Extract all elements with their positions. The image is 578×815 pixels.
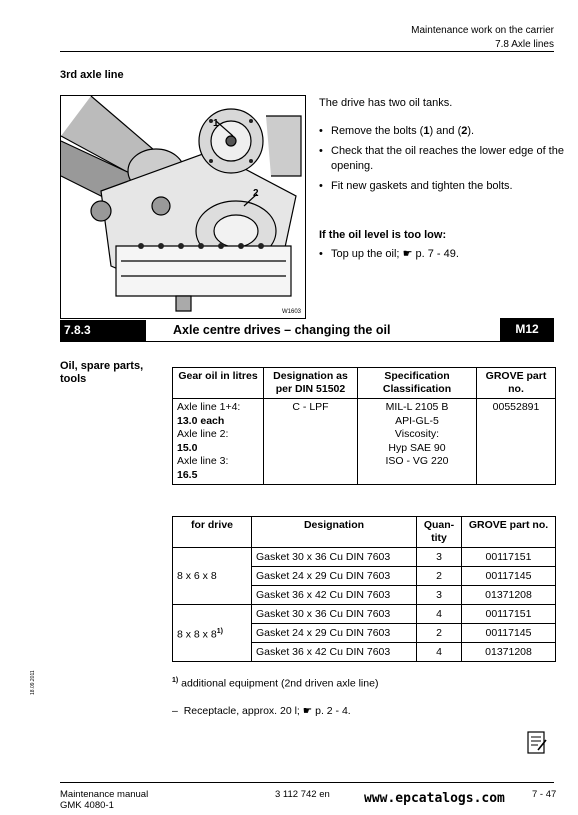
intro-text: The drive has two oil tanks. bbox=[319, 97, 453, 109]
section-number: 7.8.3 bbox=[60, 320, 146, 341]
header-chapter: Maintenance work on the carrier bbox=[411, 25, 554, 36]
footer-doc-number: 3 112 742 en bbox=[275, 789, 330, 800]
part-no-cell: 00552891 bbox=[477, 399, 556, 485]
gear-oil-cell: Axle line 1+4: 13.0 each Axle line 2: 15.0 Axle line 3: 16.5 bbox=[173, 399, 264, 485]
designation-cell: C - LPF bbox=[264, 399, 358, 485]
parts-table bbox=[172, 516, 556, 662]
col-specification: Specification Classification bbox=[358, 368, 477, 399]
axle-drive-figure bbox=[60, 95, 306, 319]
table-row: 8 x 8 x 8$^{1)}$ Gasket 30 x 36 Cu DIN 7603 4 00117151 bbox=[173, 605, 556, 624]
oil-low-step: • Top up the oil; ☛ p. 7 - 49. bbox=[319, 247, 569, 262]
section-rule bbox=[60, 341, 554, 342]
col-designation: Designation as per DIN 51502 bbox=[264, 368, 358, 399]
page-header bbox=[411, 24, 554, 52]
footer-rule bbox=[60, 782, 554, 783]
parts-table-header bbox=[173, 517, 556, 548]
watermark: www.epcatalogs.com bbox=[364, 791, 505, 806]
callout-1: 1 bbox=[213, 118, 219, 129]
col-quantity: Quan-tity bbox=[417, 517, 462, 548]
col-for-drive: for drive bbox=[173, 517, 252, 548]
table-row: Gasket 24 x 29 Cu DIN 7603 2 00117145 bbox=[173, 567, 556, 586]
axle-drive-drawing bbox=[61, 96, 305, 318]
page-number: 7 - 47 bbox=[532, 789, 557, 800]
step-fit-gaskets: • Fit new gaskets and tighten the bolts. bbox=[319, 179, 569, 194]
steps-list bbox=[319, 124, 569, 194]
specification-cell: MIL-L 2105 B API-GL-5 Viscosity: Hyp SAE 90 ISO - VG 220 bbox=[358, 399, 477, 485]
oil-table-header bbox=[173, 368, 556, 399]
table-row: Gasket 24 x 29 Cu DIN 7603 2 00117145 bbox=[173, 624, 556, 643]
figure-code: W1603 bbox=[281, 309, 301, 315]
table-row: Gasket 36 x 42 Cu DIN 7603 3 01371208 bbox=[173, 586, 556, 605]
maintenance-interval-badge: M12 bbox=[500, 318, 554, 341]
footer-left: Maintenance manual GMK 4080-1 bbox=[60, 789, 149, 811]
header-section: 7.8 Axle lines bbox=[495, 39, 554, 50]
oil-low-heading: If the oil level is too low: bbox=[319, 229, 447, 241]
pointing-hand-icon: ☛ bbox=[402, 248, 413, 260]
callout-2: 2 bbox=[253, 188, 259, 199]
drive-cell: 8 x 8 x 8$^{1)}$ bbox=[173, 605, 252, 662]
footnote: $^{1)}$ additional equipment (2nd driven axle line) bbox=[172, 677, 379, 690]
side-label: Oil, spare parts, tools bbox=[60, 360, 144, 385]
col-part-no: GROVE part no. bbox=[477, 368, 556, 399]
step-check-oil: • Check that the oil reaches the lower edge of the opening. bbox=[319, 144, 569, 174]
pointing-hand-icon: ☛ bbox=[302, 705, 313, 717]
subsection-title: 3rd axle line bbox=[60, 69, 124, 81]
page-reference-link[interactable]: p. 7 - 49. bbox=[412, 248, 459, 260]
step-remove-bolts: • Remove the bolts (1) and (2). bbox=[319, 124, 569, 139]
oil-table bbox=[172, 367, 556, 485]
section-title: Axle centre drives – changing the oil bbox=[173, 323, 391, 337]
page-reference-link[interactable]: p. 2 - 4. bbox=[312, 705, 351, 717]
header-rule bbox=[60, 51, 554, 52]
col-part-no: GROVE part no. bbox=[462, 517, 556, 548]
drive-cell: 8 x 6 x 8 bbox=[173, 548, 252, 605]
margin-date: 18.09.2011 bbox=[30, 670, 36, 695]
table-row: 8 x 6 x 8 Gasket 30 x 36 Cu DIN 7603 3 00117151 bbox=[173, 548, 556, 567]
notes-icon bbox=[526, 730, 548, 756]
receptacle-note: – Receptacle, approx. 20 l; ☛ p. 2 - 4. bbox=[172, 705, 351, 717]
col-designation: Designation bbox=[252, 517, 417, 548]
col-gear-oil: Gear oil in litres bbox=[173, 368, 264, 399]
table-row: Gasket 36 x 42 Cu DIN 7603 4 01371208 bbox=[173, 643, 556, 662]
table-row bbox=[173, 399, 556, 485]
